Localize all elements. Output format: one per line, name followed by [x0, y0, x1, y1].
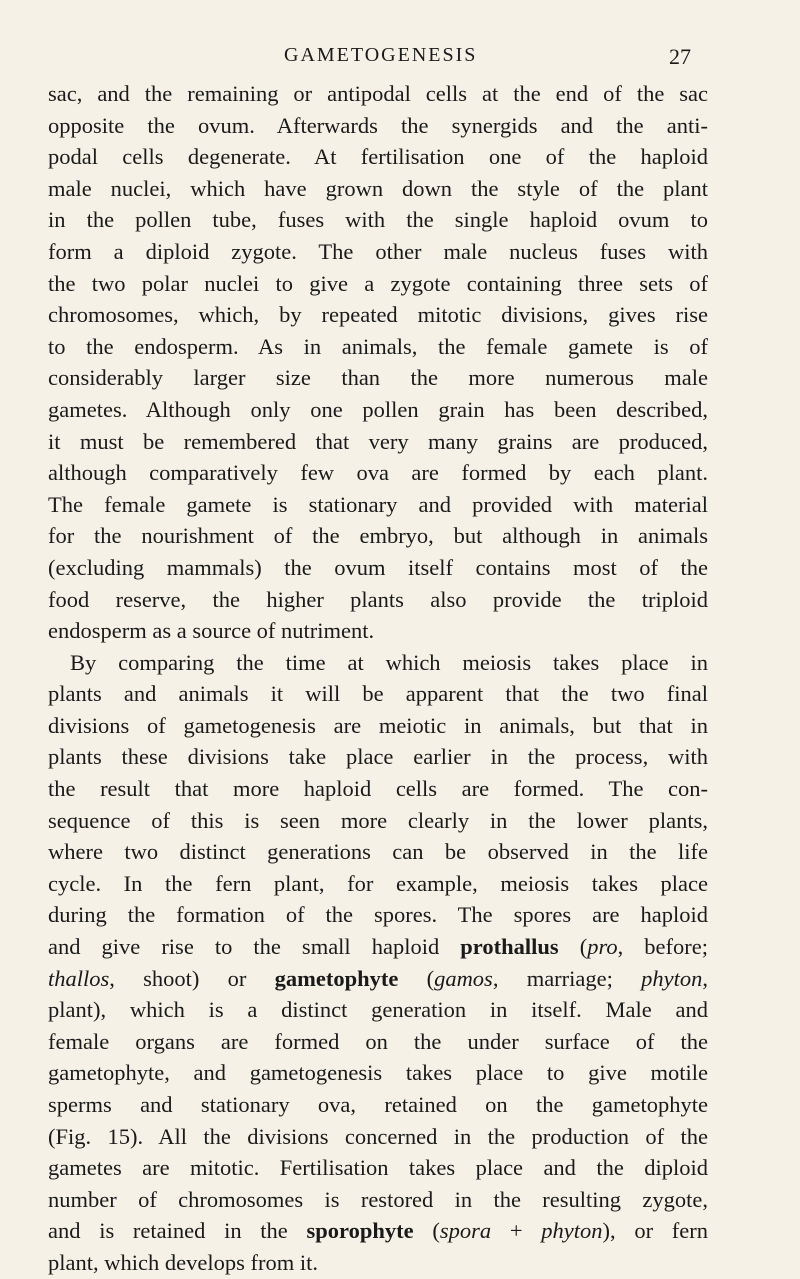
text-line: gametophyte, and gametogenesis takes place to give motile: [48, 1060, 708, 1086]
text-line: plants and animals it will be apparent that the two final: [48, 681, 708, 707]
text-line: for the nourishment of the embryo, but although in animals: [48, 523, 708, 549]
term-spora: spora: [439, 1218, 492, 1244]
text-segment: , shoot) or: [109, 965, 247, 991]
text-line: in the pollen tube, fuses with the single haploid ovum to: [48, 207, 708, 233]
text-segment: +: [509, 1218, 523, 1244]
text-line: sequence of this is seen more clearly in the lower plants,: [48, 807, 708, 833]
text-line: during the formation of the spores. The spores are haploid: [48, 902, 708, 928]
text-line: cycle. In the fern plant, for example, meiosis takes place: [48, 870, 708, 896]
text-line: gametes. Although only one pollen grain has been described,: [48, 396, 708, 422]
paragraph-first-line: By comparing the time at which meiosis takes place in: [70, 649, 708, 675]
text-line: male nuclei, which have grown down the style of the plant: [48, 175, 708, 201]
text-line: considerably larger size than the more numerous male: [48, 365, 708, 391]
text-segment: , marriage;: [492, 965, 613, 991]
term-gamos: gamos: [434, 965, 493, 991]
text-segment: (: [432, 1218, 440, 1244]
text-line: chromosomes, which, by repeated mitotic divisions, gives rise: [48, 302, 708, 328]
text-line: the two polar nuclei to give a zygote containing three sets of: [48, 270, 708, 296]
text-line: the result that more haploid cells are formed. The con-: [48, 776, 708, 802]
text-line: to the endosperm. As in animals, the female gamete is of: [48, 333, 708, 359]
running-head: GAMETOGENESIS: [284, 44, 478, 66]
text-line: although comparatively few ova are formed by each plant.: [48, 460, 708, 486]
text-segment: and is retained in the: [48, 1218, 288, 1244]
term-pro: pro: [587, 934, 618, 960]
text-line: where two distinct generations can be observed in the life: [48, 839, 708, 865]
text-line: opposite the ovum. Afterwards the synergids and the anti-: [48, 112, 708, 138]
text-line: form a diploid zygote. The other male nucleus fuses with: [48, 238, 708, 264]
text-line: gametes are mitotic. Fertilisation takes place and the diploid: [48, 1155, 708, 1181]
text-line: it must be remembered that very many grains are produced,: [48, 428, 708, 454]
text-line-mixed: [48, 931, 708, 963]
text-line: plant), which is a distinct generation in itself. Male and: [48, 997, 708, 1023]
body-text: [48, 78, 708, 1279]
text-segment: , before;: [617, 934, 708, 960]
text-line: sac, and the remaining or antipodal cells at the end of the sac: [48, 81, 708, 106]
term-thallos: thallos: [48, 965, 110, 991]
text-line: The female gamete is stationary and provided with material: [48, 491, 708, 517]
paragraph-last-line: plant, which develops from it.: [48, 1249, 318, 1275]
text-line: podal cells degenerate. At fertilisation one of the haploid: [48, 144, 708, 170]
text-segment: ), or fern: [602, 1218, 709, 1244]
term-sporophyte: sporophyte: [306, 1218, 414, 1244]
text-line: divisions of gametogenesis are meiotic in animals, but that in: [48, 712, 708, 738]
page-number: 27: [669, 44, 691, 69]
text-line: sperms and stationary ova, retained on the gametophyte: [48, 1092, 708, 1117]
term-phyton-2: phyton: [541, 1218, 603, 1244]
text-line-mixed: [48, 1215, 708, 1247]
text-line: (Fig. 15). All the divisions concerned in the production of the: [48, 1123, 708, 1149]
text-line: food reserve, the higher plants also provide the triploid: [48, 586, 708, 612]
term-prothallus: prothallus: [460, 934, 559, 960]
text-segment: (: [579, 934, 588, 960]
text-segment: ,: [702, 965, 708, 991]
text-segment: and give rise to the small haploid: [48, 934, 440, 960]
term-gametophyte: gametophyte: [274, 965, 399, 991]
term-phyton: phyton: [641, 965, 703, 991]
text-segment: (: [426, 965, 435, 991]
text-line: plants these divisions take place earlier in the process, with: [48, 744, 708, 770]
text-line: (excluding mammals) the ovum itself contains most of the: [48, 554, 708, 580]
paragraph-last-line: endosperm as a source of nutriment.: [48, 618, 375, 644]
text-line: number of chromosomes is restored in the resulting zygote,: [48, 1186, 708, 1212]
text-line-mixed: [48, 963, 708, 995]
text-line: female organs are formed on the under surface of the: [48, 1028, 708, 1054]
